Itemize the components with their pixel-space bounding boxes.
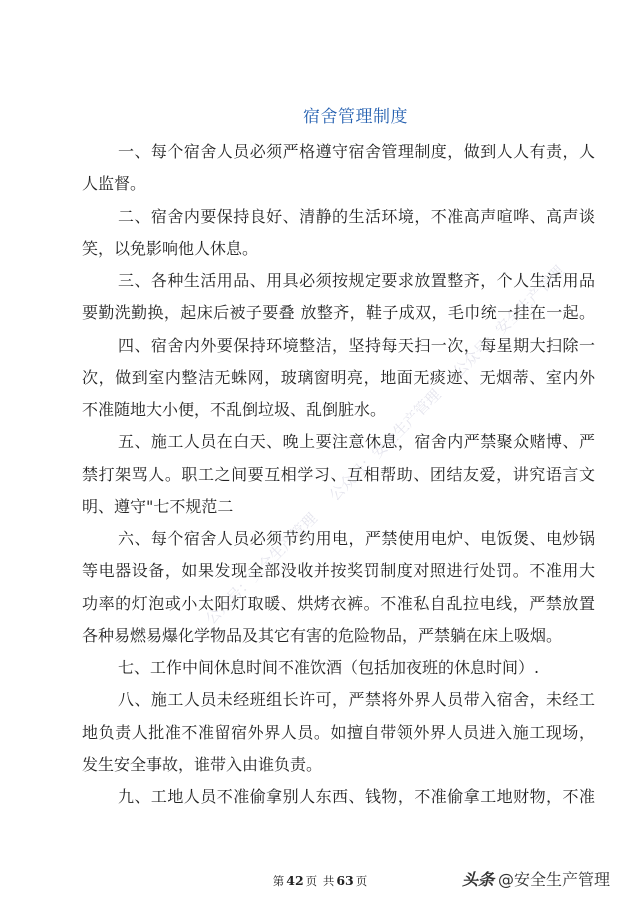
- rule-paragraph-6: [82, 523, 595, 652]
- paragraph-line: 一、每个宿舍人员必须严格遵守宿舍管理制度，做到人人有责，人: [118, 142, 595, 161]
- paragraph-line: 等电器设备，如果发现全部没收并按奖罚制度对照进行处罚。不准用大: [82, 561, 595, 581]
- document-body: [82, 136, 595, 813]
- watermark-text: 公众号：安全生产管理: [325, 385, 445, 505]
- paragraph-line: 九、工地人员不准偷拿别人东西、钱物，不准偷拿工地财物，不准: [118, 787, 595, 806]
- footer-page-prefix: 第: [272, 874, 285, 888]
- paragraph-line: 不准随地大小便，不乱倒垃圾、乱倒脏水。: [82, 400, 387, 419]
- paragraph-line: 四、宿舍内外要保持环境整洁，坚持每天扫一次，每星期大扫除一: [118, 335, 595, 355]
- rule-paragraph-5: [82, 426, 595, 523]
- paragraph-line: 八、施工人员未经班组长许可，严禁将外界人员带入宿舍，未经工: [118, 690, 595, 710]
- footer-page-suffix: 页: [305, 874, 318, 888]
- paragraph-line: 三、各种生活用品、用具必须按规定要求放置整齐，个人生活用品: [118, 271, 595, 290]
- rule-paragraph-8: [82, 684, 595, 781]
- rule-paragraph-4: [82, 330, 595, 427]
- total-page-count: 63: [336, 873, 354, 888]
- paragraph-line: 七、工作中间休息时间不准饮酒（包括加夜班的休息时间）.: [118, 658, 540, 677]
- paragraph-line: 地负责人批准不准留宿外界人员。如擅自带领外界人员进入施工现场，: [82, 722, 595, 742]
- rule-paragraph-7: [82, 652, 595, 684]
- current-page-number: 42: [286, 873, 304, 888]
- paragraph-line: 明、遵守"七不规范二: [82, 496, 234, 516]
- watermark-text: 公众号：安全生产管理: [449, 262, 568, 381]
- paragraph-line: 次，做到室内整洁无蛛网，玻璃窗明亮，地面无痰迹、无烟蒂、室内外: [82, 367, 595, 387]
- paragraph-line: 人监督。: [82, 174, 147, 194]
- rule-paragraph-2: [82, 201, 595, 266]
- page-title: 宿舍管理制度: [303, 107, 408, 127]
- paragraph-line: 禁打架骂人。职工之间要互相学习、互相帮助、团结友爱，讲究语言文: [82, 464, 595, 484]
- paragraph-line: 功率的灯泡或小太阳灯取暖、烘烤衣裤。不准私自乱拉电线，严禁放置: [82, 593, 595, 613]
- paragraph-line: 发生安全事故，谁带入由谁负责。: [82, 754, 323, 774]
- watermark-text: 公众号：安全生产管理: [201, 509, 321, 629]
- footer-total-suffix: 页: [355, 874, 368, 888]
- rule-paragraph-3: [82, 265, 595, 330]
- source-watermark-badge: [462, 868, 632, 892]
- paragraph-line: 各种易燃易爆化学物品及其它有害的危险物品，严禁躺在床上吸烟。: [82, 625, 563, 645]
- rule-paragraph-9: [82, 781, 595, 813]
- paragraph-line: 五、施工人员在白天、晚上要注意休息，宿舍内严禁聚众赌博、严: [118, 432, 595, 452]
- paragraph-line: 六、每个宿舍人员必须节约用电，严禁使用电炉、电饭煲、电炒锅: [118, 529, 595, 548]
- platform-logo-text: 头条: [462, 870, 495, 889]
- paragraph-line: 要勤洗勤换，起床后被子要叠 放整齐，鞋子成双，毛巾统一挂在一起。: [82, 303, 595, 323]
- footer-total-prefix: 共: [322, 874, 335, 888]
- rule-paragraph-1: [82, 136, 595, 201]
- account-name: @安全生产管理: [498, 870, 611, 889]
- paragraph-line: 二、宿舍内要保持良好、清静的生活环境，不准高声喧哗、高声谈: [118, 206, 595, 226]
- paragraph-line: 笑，以免影响他人休息。: [82, 238, 259, 258]
